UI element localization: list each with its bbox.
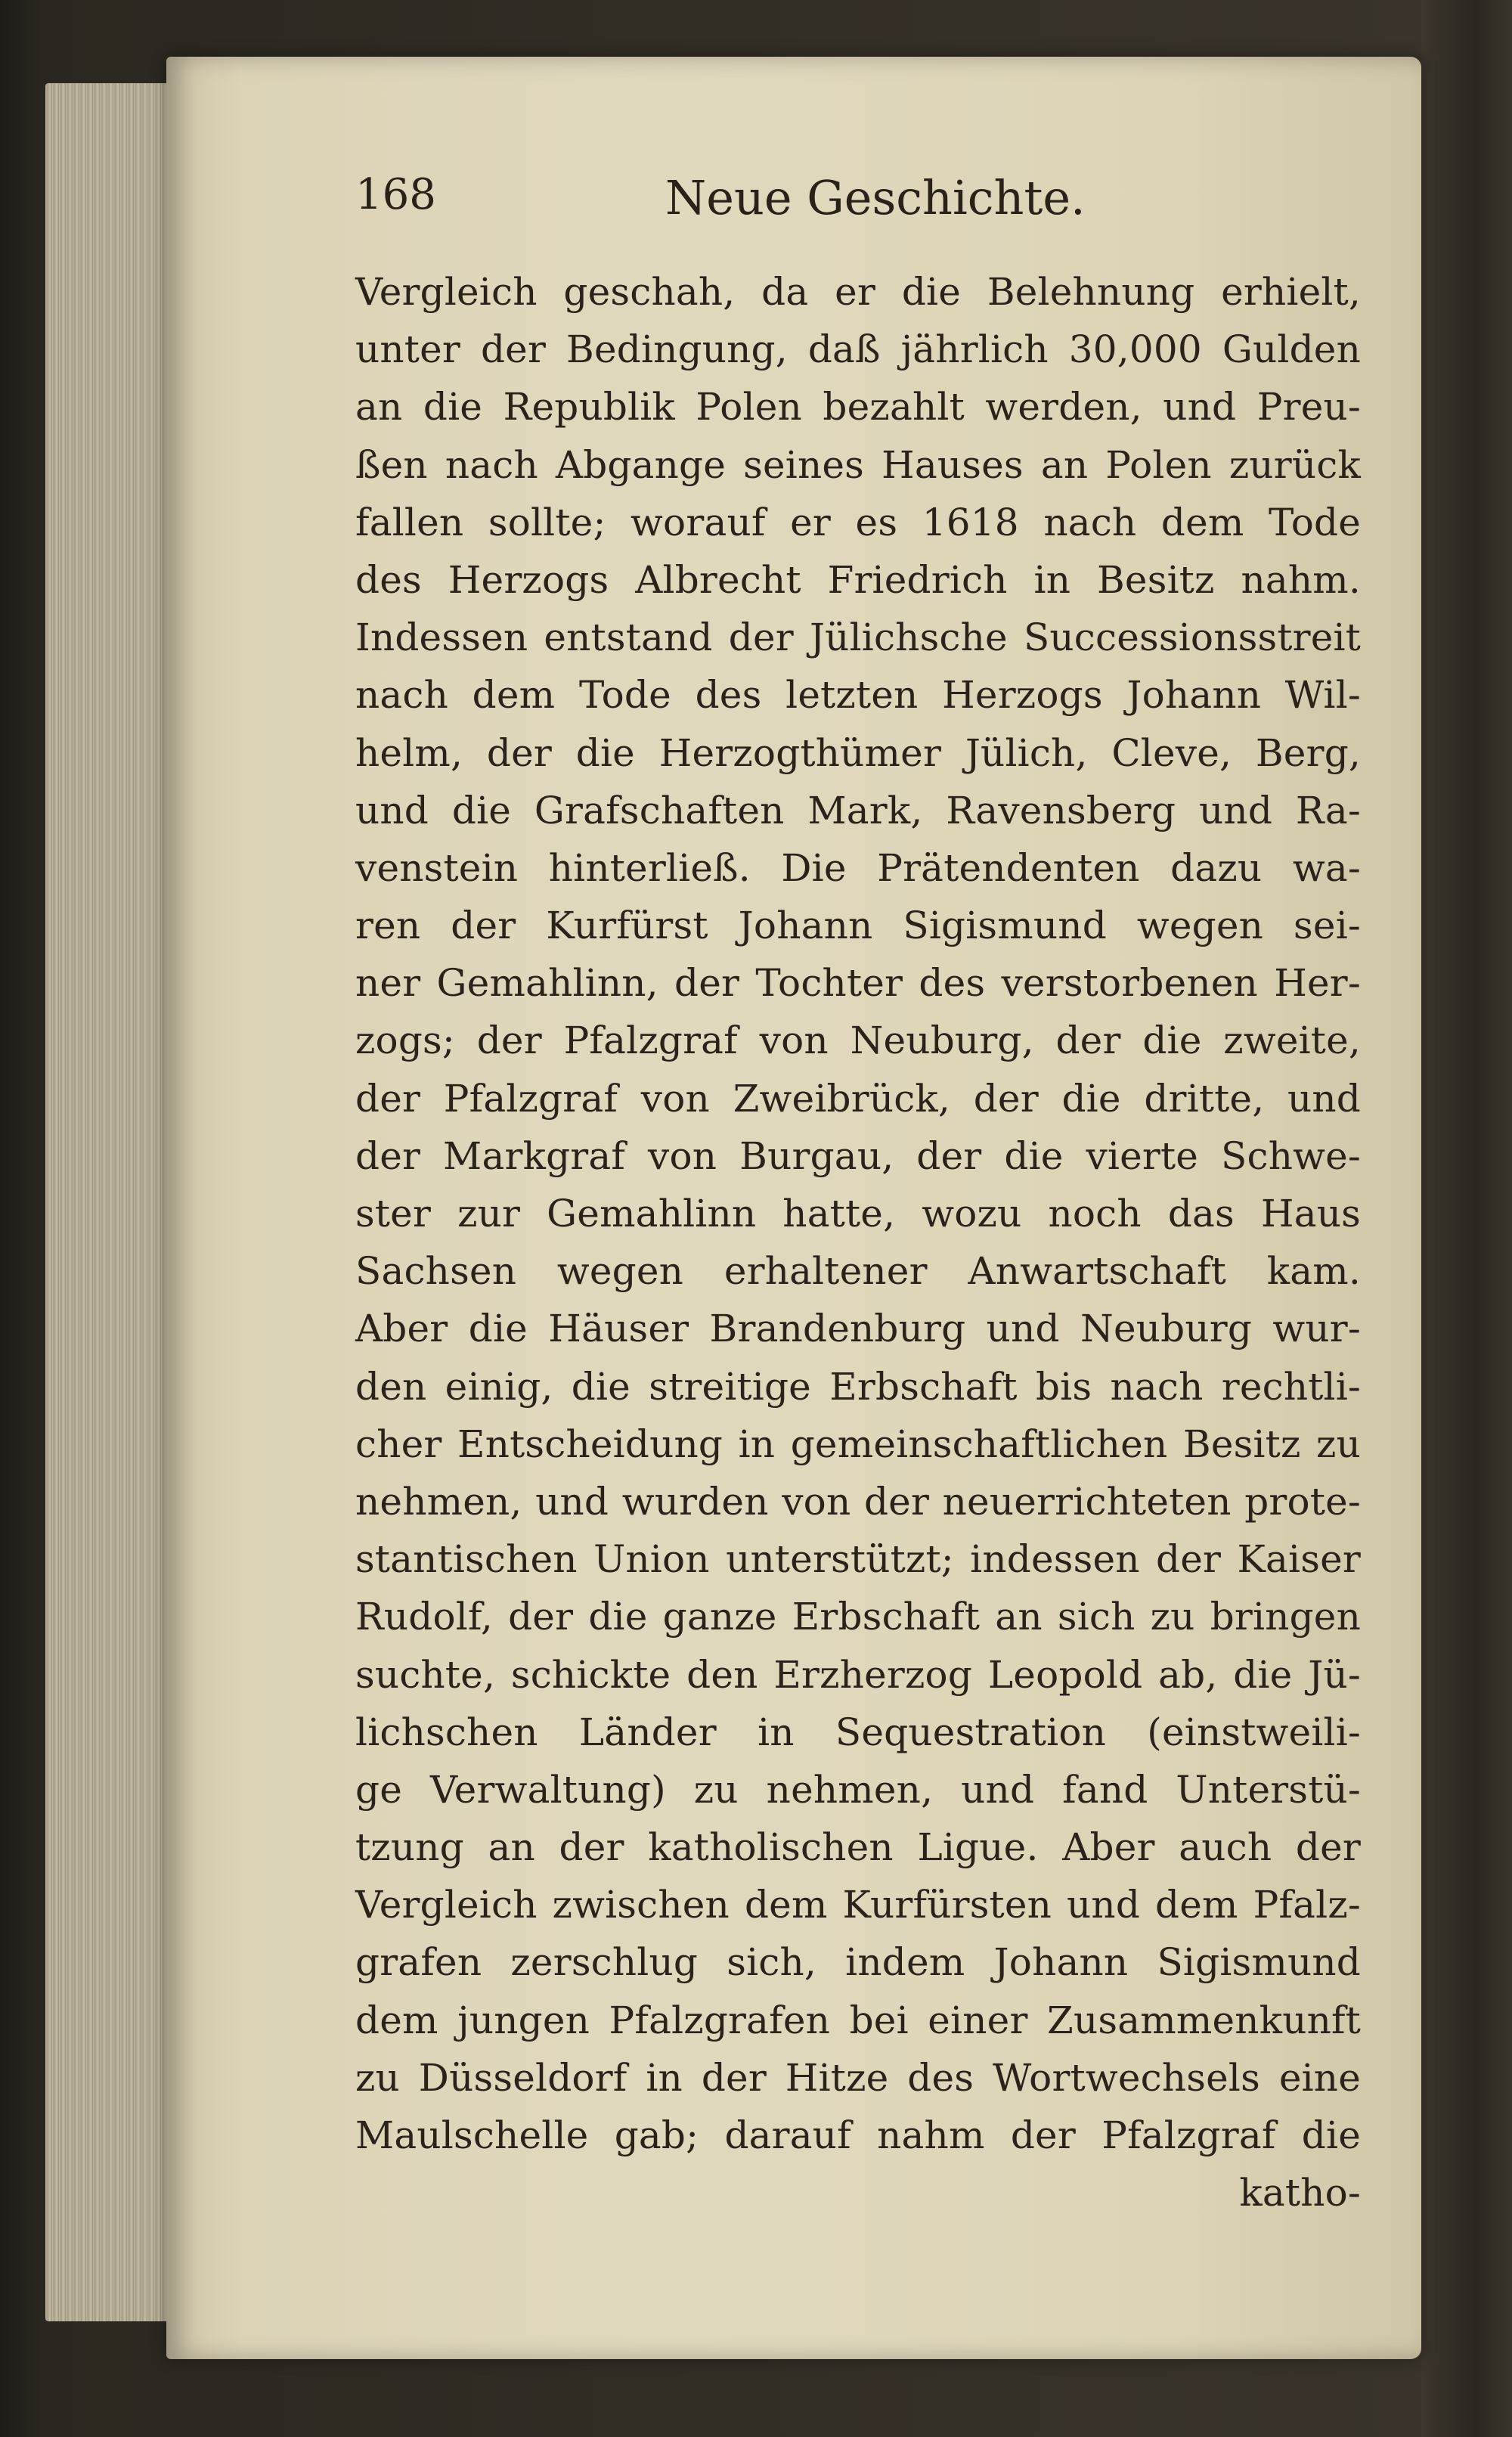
- text-line: ner Gemahlinn, der Tochter des verstorbenen Her-: [355, 961, 1361, 1006]
- catchword: katho-: [1239, 2171, 1361, 2215]
- text-line: Aber die Häuser Brandenburg und Neuburg wur-: [355, 1307, 1361, 1351]
- text-line: den einig, die streitige Erbschaft bis nach rechtli-: [355, 1364, 1361, 1409]
- text-line: des Herzogs Albrecht Friedrich in Besitz nahm.: [355, 557, 1361, 602]
- text-line: ge Verwaltung) zu nehmen, und fand Unterstü-: [355, 1767, 1361, 1812]
- text-line: Maulschelle gab; darauf nahm der Pfalzgraf die: [355, 2113, 1361, 2157]
- text-line: suchte, schickte den Erzherzog Leopold ab, die Jü-: [355, 1652, 1361, 1697]
- text-line: nach dem Tode des letzten Herzogs Johann Wil-: [355, 673, 1361, 718]
- text-line: Vergleich geschah, da er die Belehnung erhielt,: [355, 270, 1361, 314]
- page-number: 168: [355, 170, 436, 219]
- text-line: der Markgraf von Burgau, der die vierte Schwe-: [355, 1133, 1361, 1178]
- page-header: [355, 170, 1414, 238]
- text-line: zu Düsseldorf in der Hitze des Wortwechsels eine: [355, 2055, 1361, 2100]
- text-line: cher Entscheidung in gemeinschaftlichen Besitz zu: [355, 1422, 1361, 1466]
- text-line: unter der Bedingung, daß jährlich 30,000 Gulden: [355, 327, 1361, 372]
- scan-background-edge: [1421, 0, 1512, 2437]
- text-line: stantischen Union unterstützt; indessen der Kaiser: [355, 1537, 1361, 1582]
- running-title: Neue Geschichte.: [665, 170, 1086, 225]
- text-line: grafen zerschlug sich, indem Johann Sigismund: [355, 1940, 1361, 1985]
- text-line: tzung an der katholischen Ligue. Aber auch der: [355, 1825, 1361, 1870]
- body-text: [355, 263, 1361, 2222]
- text-line: der Pfalzgraf von Zweibrück, der die dritte, und: [355, 1076, 1361, 1121]
- text-line: fallen sollte; worauf er es 1618 nach dem Tode: [355, 500, 1361, 544]
- text-line: ster zur Gemahlinn hatte, wozu noch das Haus: [355, 1192, 1361, 1236]
- text-line: lichschen Länder in Sequestration (einstweili-: [355, 1710, 1361, 1754]
- text-line: Rudolf, der die ganze Erbschaft an sich zu bringen: [355, 1595, 1361, 1639]
- text-line: und die Grafschaften Mark, Ravensberg und Ra-: [355, 788, 1361, 832]
- text-line: Indessen entstand der Jülichsche Successionsstreit: [355, 615, 1361, 660]
- text-line: venstein hinterließ. Die Prätendenten dazu wa-: [355, 845, 1361, 890]
- text-line: ren der Kurfürst Johann Sigismund wegen sei-: [355, 904, 1361, 948]
- text-line: an die Republik Polen bezahlt werden, und Preu-: [355, 385, 1361, 429]
- text-line: Sachsen wegen erhaltener Anwartschaft kam.: [355, 1249, 1361, 1294]
- text-line: ßen nach Abgange seines Hauses an Polen zurück: [355, 442, 1361, 487]
- text-line: dem jungen Pfalzgrafen bei einer Zusammenkunft: [355, 1998, 1361, 2042]
- text-line: helm, der die Herzogthümer Jülich, Cleve, Berg,: [355, 730, 1361, 775]
- text-line: Vergleich zwischen dem Kurfürsten und dem Pfalz-: [355, 1883, 1361, 1927]
- text-line: zogs; der Pfalzgraf von Neuburg, der die zweite,: [355, 1019, 1361, 1063]
- text-line: nehmen, und wurden von der neuerrichteten prote-: [355, 1479, 1361, 1524]
